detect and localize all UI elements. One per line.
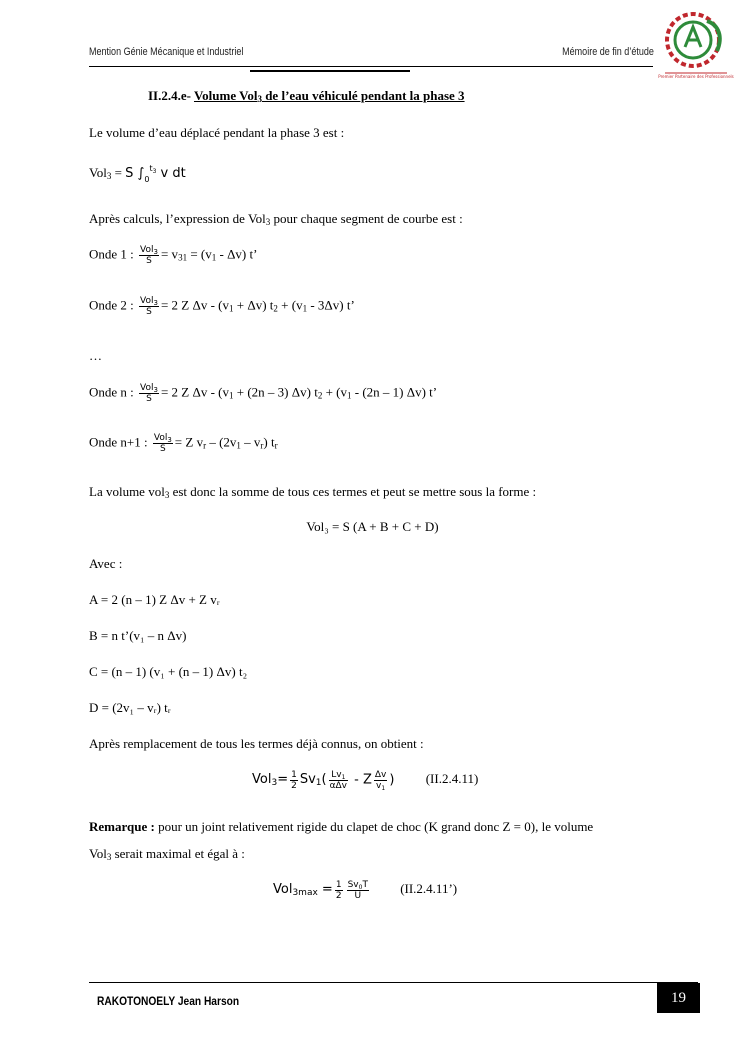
- remarque-line2: Vol$_3$ serait maximal et égal à :: [89, 846, 245, 862]
- final-equation: Vol$_3$= $\frac{1}{2}$ $Sv_1$( $\frac{Lv_1}{\text{αΔv}}$ - Z $\frac{\Delta v}{v_1}$ ) (II.2.4.11): [252, 770, 479, 792]
- onde1-equation: Onde 1 : $\frac{Vol_3}{S}$ = $v_{31} = (v_1 - \Delta v)$ t’: [89, 245, 258, 266]
- remarque-line1: Remarque : pour un joint relativement rigide du clapet de choc (K grand donc Z = 0), le volume: [89, 819, 594, 834]
- total-equation: Vol₃ = S (A + B + C + D): [306, 519, 439, 534]
- onden1-equation: Onde n+1 : $\frac{Vol_3}{S}$ = Z $v_r - (2v_1 - v_r)$ $t_r$: [89, 433, 278, 454]
- replacement-text: Après remplacement de tous les termes déjà connus, on obtient :: [89, 736, 424, 751]
- ellipsis: …: [89, 348, 102, 363]
- ref-max: (II.2.4.11’): [400, 881, 458, 897]
- header-right: Mémoire de fin d’étude: [562, 46, 654, 58]
- avec-label: Avec :: [89, 556, 123, 571]
- sum-text: La volume vol$_3$ est donc la somme de tous ces termes et peut se mettre sous la forme :: [89, 484, 537, 500]
- header-rule-accent: [250, 70, 410, 72]
- section-title-a: Volume Vol: [193, 88, 258, 103]
- ref-final: (II.2.4.11): [425, 771, 479, 787]
- footer-rule: [89, 982, 698, 983]
- section-heading: [148, 88, 465, 104]
- eq-B: B = n t’(v₁ – n Δv): [89, 628, 187, 643]
- school-logo: [657, 7, 735, 81]
- eq-A: A = 2 (n – 1) Z Δv + Z vᵣ: [89, 592, 220, 607]
- eq-C: C = (n – 1) (v₁ + (n – 1) Δv) t₂: [89, 664, 248, 679]
- header-left: Mention Génie Mécanique et Industriel: [89, 46, 244, 58]
- onden-equation: Onde n : $\frac{Vol_3}{S}$ = 2 Z $\Delta v - (v_1 + (2n - 3)$ Δv) $t_2 + (v_1 - (2n - 1)$ Δv) t’: [89, 383, 438, 404]
- section-title-b: de l’eau véhiculé pendant la phase 3: [261, 88, 465, 103]
- eq-D: D = (2v₁ – vᵣ) tᵣ: [89, 700, 171, 715]
- page-number: 19: [657, 983, 700, 1013]
- remarque-label: Remarque :: [89, 819, 155, 834]
- header-rule: [89, 66, 653, 67]
- onde2-equation: Onde 2 : $\frac{Vol_3}{S}$ = 2 Z $\Delta v - (v_1 + \Delta v) t_2 + (v_1 - 3\Delta v)$ t’: [89, 296, 355, 317]
- section-title-sub: 3: [257, 94, 262, 104]
- section-number: II.2.4.e-: [148, 88, 191, 103]
- logo-caption: Premier Partenaire des Professionnels: [658, 74, 734, 79]
- footer-author: RAKOTONOELY Jean Harson: [97, 994, 240, 1008]
- intro-text: Le volume d’eau déplacé pendant la phase 3 est :: [89, 125, 345, 140]
- after-calc-text: Après calculs, l’expression de Vol$_3$ pour chaque segment de courbe est :: [89, 211, 463, 227]
- max-equation: Vol$_{3max}$ = $\frac{1}{2}$ $\frac{Sv_0T}{U}$ (II.2.4.11’): [273, 880, 458, 901]
- integral-equation: Vol$_3$ = S $\int_0^{t_3}$ v dt: [89, 164, 186, 184]
